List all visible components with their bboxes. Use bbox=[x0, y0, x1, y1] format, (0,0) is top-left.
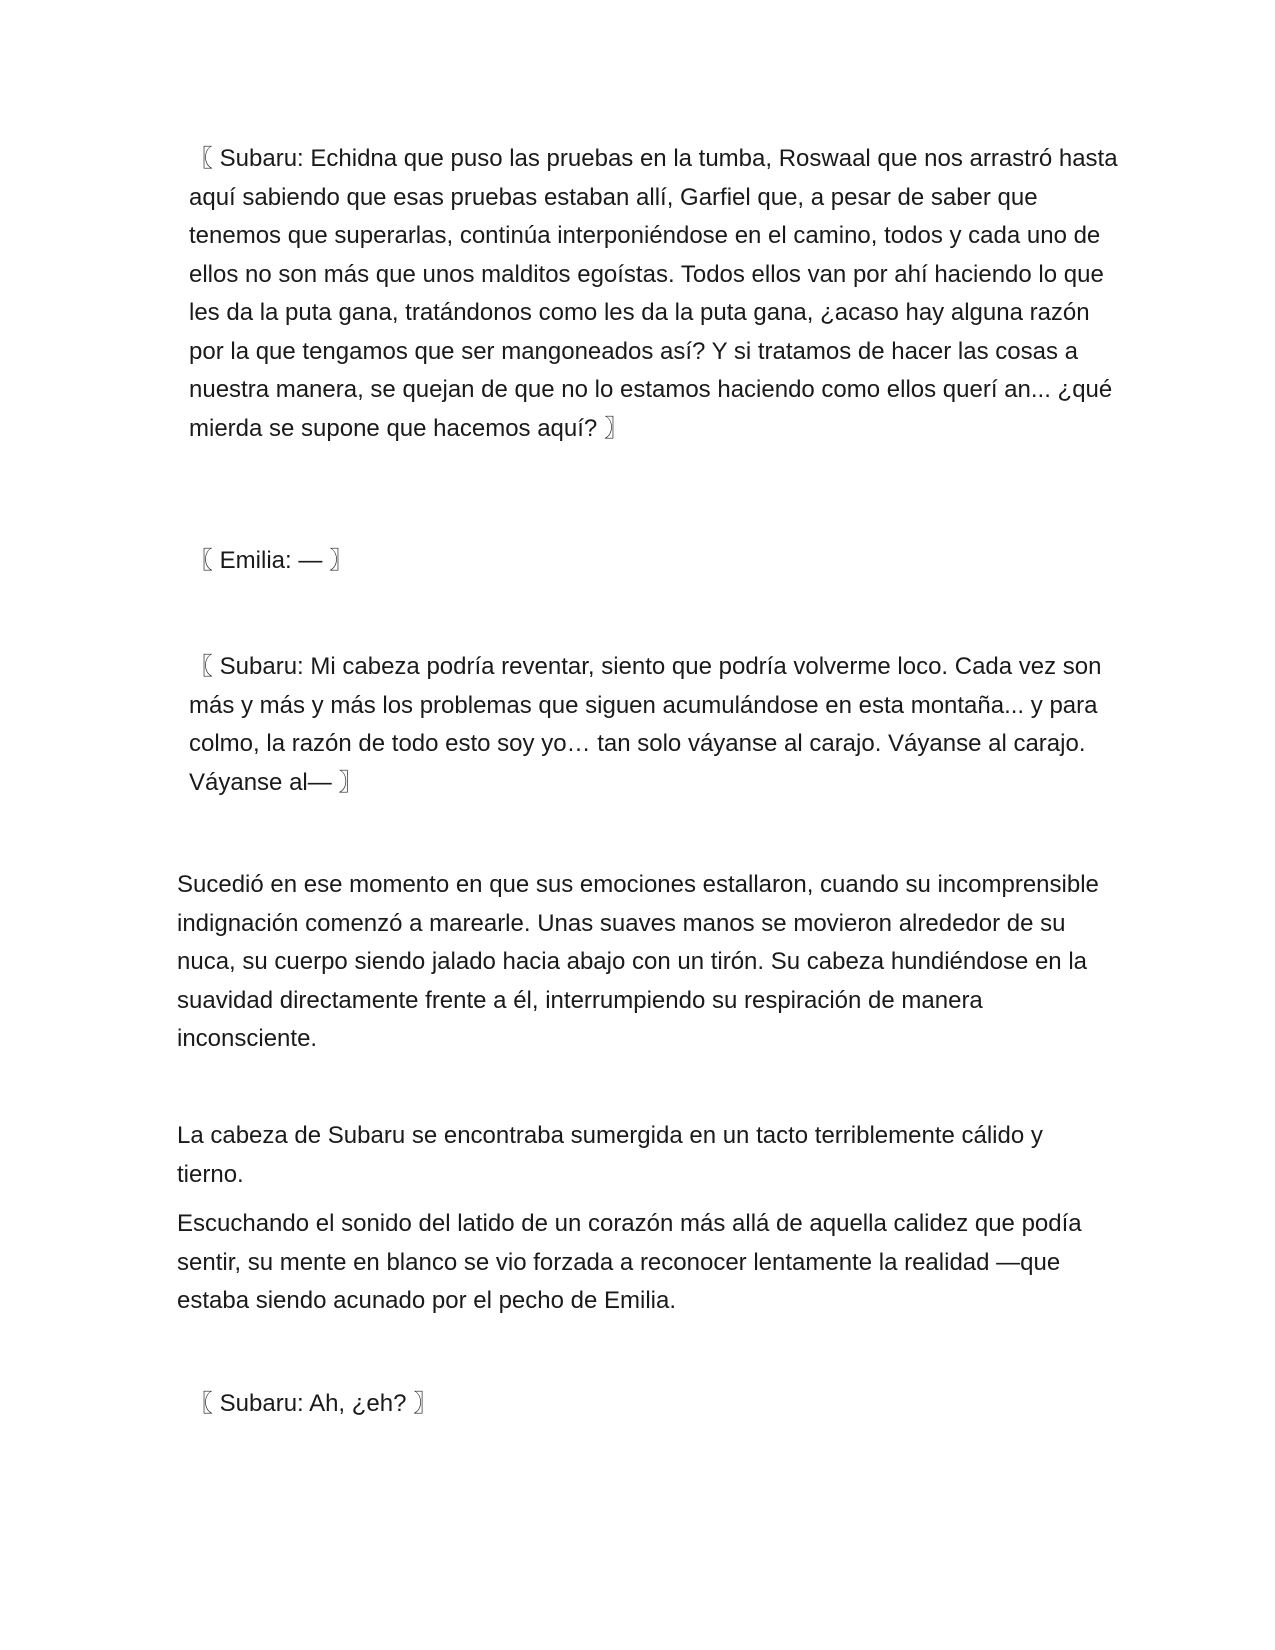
dialogue-emilia: 〖 Emilia: — 〗 bbox=[189, 547, 354, 574]
dialogue-subaru-ah: 〖 Subaru: Ah, ¿eh? 〗 bbox=[189, 1390, 438, 1417]
dialogue-subaru-head: 〖 Subaru: Mi cabeza podría reventar, siento que podría volverme loco. Cada vez son más y más y más los problemas que siguen acumulándose en esta montaña... y para colmo, la razón de todo esto soy yo… tan solo váyanse al carajo. Váyanse al carajo. Váyanse al— 〗 bbox=[189, 653, 1102, 796]
dialogue-subaru-rant: 〖 Subaru: Echidna que puso las pruebas en la tumba, Roswaal que nos arrastró hasta aquí sabiendo que esas pruebas estaban allí, Garfiel que, a pesar de saber que tenemos que superarlas, continúa interponiéndose en el camino, todos y cada uno de ellos no son más que unos malditos egoístas. Todos ellos van por ahí haciendo lo que les da la puta gana, tratándonos como les da la puta gana, ¿acaso hay alguna razón por la que tengamos que ser mangoneados así? Y si tratamos de hacer las cosas a nuestra manera, se quejan de que no lo estamos haciendo como ellos querí an... ¿qué mierda se supone que hacemos aquí? 〗 bbox=[189, 145, 1118, 442]
narration-warm-touch: La cabeza de Subaru se encontraba sumergida en un tacto terriblemente cálido y tierno. bbox=[177, 1122, 1043, 1188]
narration-emotions: Sucedió en ese momento en que sus emociones estallaron, cuando su incomprensible indignación comenzó a marearle. Unas suaves manos se movieron alrededor de su nuca, su cuerpo siendo jalado hacia abajo con un tirón. Su cabeza hundiéndose en la suavidad directamente frente a él, interrumpiendo su respiración de manera inconsciente. bbox=[177, 871, 1099, 1052]
narration-heartbeat: Escuchando el sonido del latido de un corazón más allá de aquella calidez que podía sentir, su mente en blanco se vio forzada a reconocer lentamente la realidad —que estaba siendo acunado por el pecho de Emilia. bbox=[177, 1210, 1082, 1314]
